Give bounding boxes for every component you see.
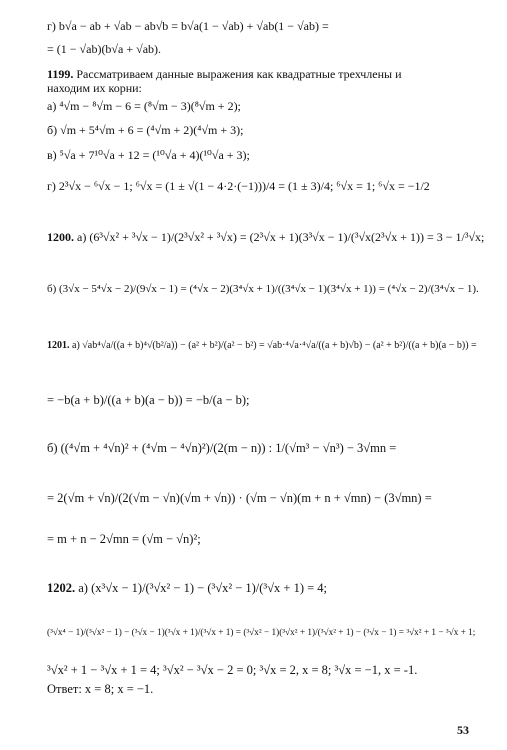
line-text: = −b(a + b)/((a + b)(a − b)) = −b/(a − b); bbox=[47, 393, 250, 407]
problem-number: 1201. bbox=[47, 340, 70, 351]
problem-number: 1200. bbox=[47, 230, 74, 244]
problem-number: 1202. bbox=[47, 581, 76, 595]
problem-1199-heading bbox=[47, 67, 485, 81]
problem-1200-heading bbox=[47, 230, 485, 244]
line-text: = m + n − 2√mn = (√m − √n)²; bbox=[47, 532, 201, 546]
line-text: а) √ab⁴√a/((a + b)⁴√(b²/a)) − (a² + b²)/(a² − b²) = √ab·⁴√a·⁴√a/((a + b)√b) − (a² + b²)/((a + b)(a − b)) = bbox=[72, 340, 477, 351]
line-text: а) (x³√x − 1)/(³√x² − 1) − (³√x² − 1)/(³√x + 1) = 4; bbox=[78, 581, 328, 595]
line-text: а) ⁴√m − ⁸√m − 6 = (⁸√m − 3)(⁸√m + 2); bbox=[47, 99, 241, 113]
line-1201a-result bbox=[47, 393, 485, 407]
line-1202-2 bbox=[47, 626, 485, 640]
line-text: б) (3√x − 5⁴√x − 2)/(9√x − 1) = (⁴√x − 2)(3⁴√x + 1)/((3⁴√x − 1)(3⁴√x + 1)) = (⁴√x − 2)/(3⁴√x − 1). bbox=[47, 283, 479, 295]
line-text: г) b√a − ab + √ab − ab√b = b√a(1 − √ab) + √ab(1 − √ab) = bbox=[47, 19, 329, 33]
problem-1202-heading bbox=[47, 581, 485, 595]
line-text: Ответ: x = 8; x = −1. bbox=[47, 682, 154, 696]
line-1198g-2 bbox=[47, 42, 485, 56]
problem-1201-heading bbox=[47, 339, 485, 353]
line-1201b-3 bbox=[47, 532, 485, 546]
line-1201b-2 bbox=[47, 491, 485, 505]
line-1199a bbox=[47, 99, 485, 113]
line-text: ³√x² + 1 − ³√x + 1 = 4; ³√x² − ³√x − 2 = 0; ³√x = 2, x = 8; ³√x = −1, x = -1. bbox=[47, 663, 418, 677]
line-text: = 2(√m + √n)/(2(√m − √n)(√m + √n)) · (√m − √n)(m + n + √mn) − (3√mn) = bbox=[47, 491, 432, 505]
page-number: 53 bbox=[457, 723, 469, 737]
line-text: в) ⁵√a + 7¹⁰√a + 12 = (¹⁰√a + 4)(¹⁰√a + 3); bbox=[47, 148, 250, 162]
line-1199-intro bbox=[47, 81, 485, 95]
line-text: б) √m + 5⁴√m + 6 = (⁴√m + 2)(⁴√m + 3); bbox=[47, 123, 244, 137]
answer-line bbox=[47, 682, 485, 696]
line-text: б) ((⁴√m + ⁴√n)² + (⁴√m − ⁴√n)²)/(2(m − n)) : 1/(√m³ − √n³) − 3√mn = bbox=[47, 441, 397, 455]
line-text: г) 2³√x − ⁶√x − 1; ⁶√x = (1 ± √(1 − 4·2·(−1)))/4 = (1 ± 3)/4; ⁶√x = 1; ⁶√x = −1/2 bbox=[47, 179, 430, 193]
line-text: (³√x⁴ − 1)/(³√x² − 1) − (³√x − 1)(³√x + 1)/(³√x + 1) = (³√x² − 1)(³√x² + 1)/(³√x² + 1) − (³√x − 1) = ³√x² + 1 − ³√x + 1; bbox=[47, 628, 476, 638]
problem-number: 1199. bbox=[47, 67, 74, 81]
line-1199b bbox=[47, 123, 485, 137]
line-1198g-1 bbox=[47, 19, 485, 33]
line-1199g bbox=[47, 179, 485, 193]
line-1200b bbox=[47, 282, 485, 296]
line-text: = (1 − √ab)(b√a + √ab). bbox=[47, 42, 162, 56]
line-text: находим их корни: bbox=[47, 81, 142, 95]
line-1199v bbox=[47, 148, 485, 162]
line-text: Рассматриваем данные выражения как квадратные трехчлены и bbox=[76, 67, 402, 81]
line-text: а) (6³√x² + ³√x − 1)/(2³√x² + ³√x) = (2³√x + 1)(3³√x − 1)/(³√x(2³√x + 1)) = 3 − 1/³√x; bbox=[77, 230, 485, 244]
line-1201b bbox=[47, 441, 485, 455]
line-1202-3 bbox=[47, 663, 485, 677]
